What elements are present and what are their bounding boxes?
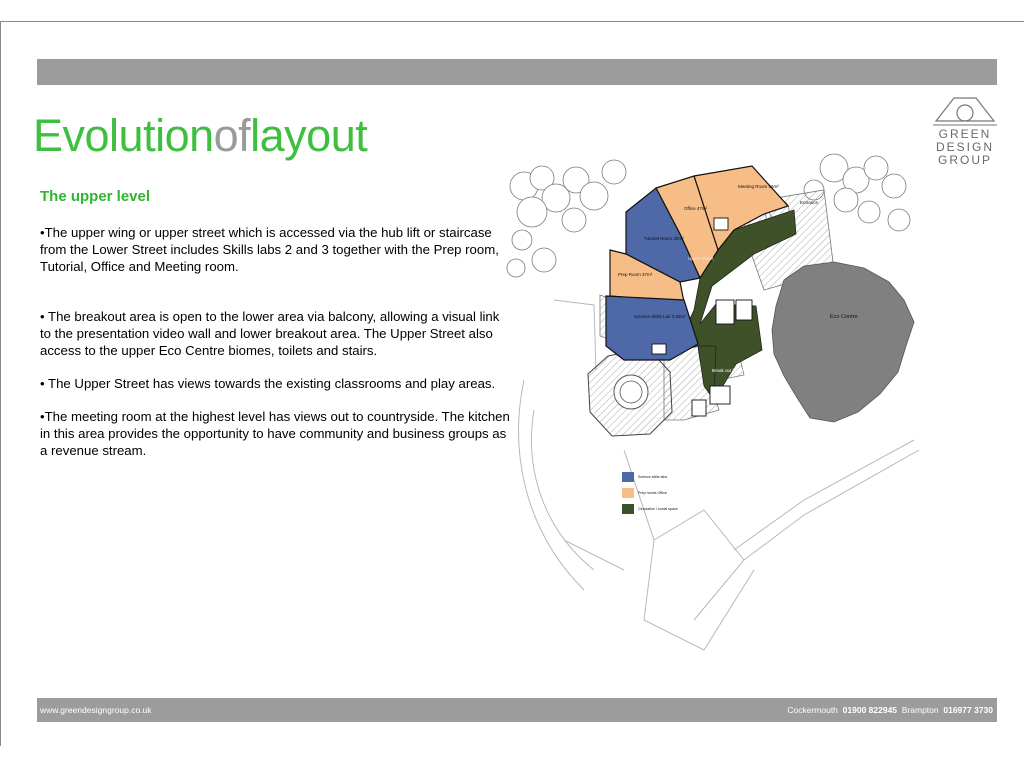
label-tutorial: Tutorial Room 30m² bbox=[644, 236, 684, 241]
green-design-group-logo bbox=[932, 97, 998, 167]
header-bar bbox=[37, 59, 997, 85]
eco-centre-label: Eco Centre bbox=[830, 314, 858, 320]
footer-contacts bbox=[787, 705, 993, 715]
footer-town-2: Brampton bbox=[901, 705, 939, 715]
paragraph-meeting-room: •The meeting room at the highest level has views out to countryside. The kitchen in this area provides the opportunity to have community and business groups as a revenue stream. bbox=[40, 409, 510, 458]
logo-line-1: GREEN bbox=[938, 127, 992, 141]
top-border-line bbox=[0, 21, 1024, 22]
paragraph-views: • The Upper Street has views towards the existing classrooms and play areas. bbox=[40, 376, 496, 391]
label-upper-street: Upper Street bbox=[688, 256, 714, 261]
footer-phone-2: 016977 3730 bbox=[943, 705, 993, 715]
title-part-evolution: Evolution bbox=[33, 110, 214, 161]
page-title bbox=[33, 108, 367, 164]
label-entrance: Entrance bbox=[800, 200, 819, 205]
paragraph-upper-wing: •The upper wing or upper street which is accessed via the hub lift or staircase from the Lower Street includes Skills labs 2 and 3 together with the Prep room, Tutorial, Office and Meeting room. bbox=[40, 225, 499, 274]
legend-swatch-green bbox=[622, 504, 634, 514]
logo-line-3: GROUP bbox=[937, 153, 993, 167]
plan-legend bbox=[622, 472, 678, 514]
footer-bar bbox=[37, 698, 997, 722]
title-part-layout: layout bbox=[250, 110, 368, 161]
eco-centre bbox=[772, 262, 914, 422]
label-breakout: Break out landing bbox=[712, 368, 748, 373]
label-meeting: Meeting Room 56m² bbox=[738, 184, 779, 189]
section-heading: The upper level bbox=[40, 188, 151, 205]
label-office: Office 47m² bbox=[684, 206, 708, 211]
legend-swatch-blue bbox=[622, 472, 634, 482]
legend-label-1: Science skills labs bbox=[638, 475, 668, 479]
legend-label-3: Circulation / social space bbox=[638, 507, 678, 511]
footer-phone-1: 01900 822945 bbox=[842, 705, 898, 715]
legend-swatch-orange bbox=[622, 488, 634, 498]
paragraph-breakout-area: • The breakout area is open to the lower area via balcony, allowing a visual link to the presentation video wall and lower breakout area. The Upper Street also access to the upper Eco Centre biomes, toilets and stairs. bbox=[40, 309, 500, 358]
logo-line-2: DESIGN bbox=[935, 140, 995, 154]
title-part-of: of bbox=[213, 110, 251, 161]
label-prep: Prep Room 37m² bbox=[618, 272, 653, 277]
floor-plan bbox=[504, 150, 924, 662]
text-content bbox=[40, 187, 514, 475]
footer-town-1: Cockermouth bbox=[787, 705, 838, 715]
label-skills: Science Skills Lab 3 58m² bbox=[634, 314, 686, 319]
octagon-hall bbox=[588, 348, 672, 436]
left-border-line bbox=[0, 21, 1, 746]
legend-label-2: Prep rooms Office bbox=[638, 491, 667, 495]
footer-website-link[interactable]: www.greendesigngroup.co.uk bbox=[40, 705, 152, 715]
